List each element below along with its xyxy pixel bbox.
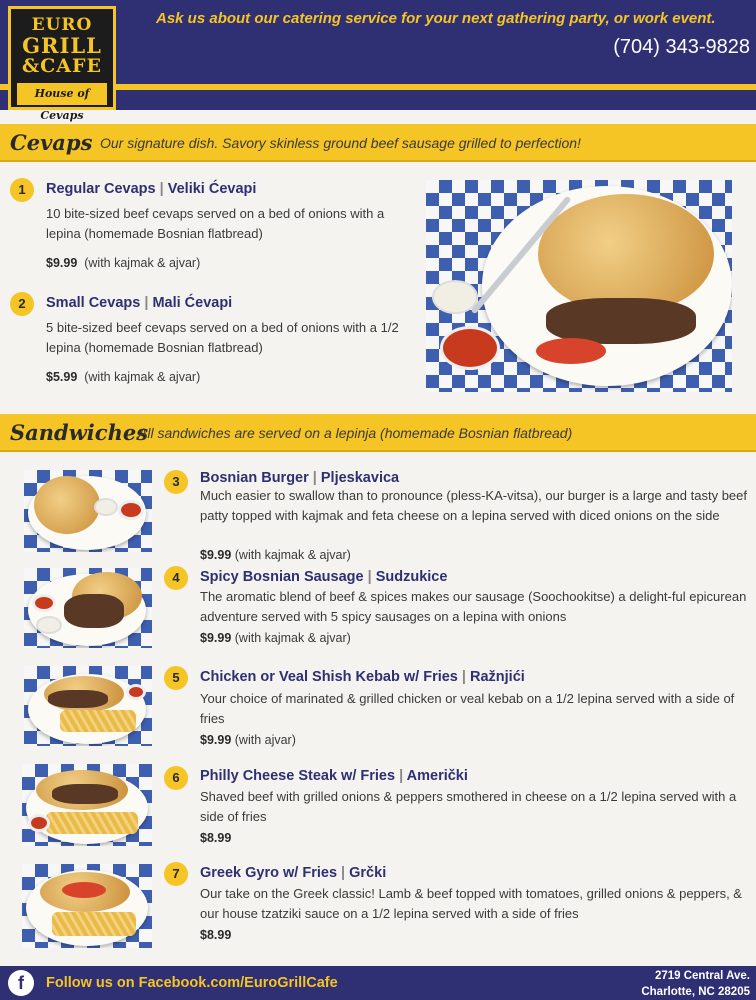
footer-banner xyxy=(0,966,756,1000)
item-price: $9.99 xyxy=(46,256,78,270)
item-price-line xyxy=(200,548,351,562)
cevaps-section-title: Cevaps xyxy=(10,130,93,155)
logo-line-cafe: &CAFE xyxy=(22,55,102,77)
item-number: 3 xyxy=(164,470,188,494)
item-description: Much easier to swallow than to pronounce (pless-KA-vitsa), our burger is a large and tasty beef patty topped with kajmak and feta cheese on a lepina served with diced onions on the side xyxy=(200,488,747,523)
item-name: Spicy Bosnian Sausage xyxy=(200,569,364,585)
item-price: $9.99 xyxy=(200,548,232,562)
item-alt-name: Američki xyxy=(406,768,468,784)
item-title: Chicken or Veal Shish Kebab w/ Fries | Ražnjići xyxy=(200,669,525,685)
item-number: 7 xyxy=(164,862,188,886)
spicy-sausage-photo xyxy=(24,568,152,648)
address xyxy=(641,968,750,1000)
item-number: 6 xyxy=(164,766,188,790)
item-price-line xyxy=(46,370,200,384)
item-price: $8.99 xyxy=(200,831,232,845)
item-price: $5.99 xyxy=(46,370,78,384)
cevaps-section-description: Our signature dish. Savory skinless ground beef sausage grilled to perfection! xyxy=(100,135,581,151)
item-number: 2 xyxy=(10,292,34,316)
item-price-line xyxy=(200,831,231,845)
item-name: Greek Gyro w/ Fries xyxy=(200,865,338,881)
facebook-link[interactable]: Follow us on Facebook.com/EuroGrillCafe xyxy=(46,975,338,991)
logo-tagline: House of Cevaps xyxy=(17,83,107,105)
item-alt-name: Sudzukice xyxy=(375,569,448,585)
logo-line-grill: GRILL xyxy=(22,33,102,58)
item-title: Regular Cevaps | Veliki Ćevapi xyxy=(46,181,257,197)
item-title: Spicy Bosnian Sausage | Sudzukice xyxy=(200,569,448,585)
item-name: Philly Cheese Steak w/ Fries xyxy=(200,768,396,784)
item-number: 4 xyxy=(164,566,188,590)
logo-line-euro: EURO xyxy=(31,15,93,35)
item-description: 5 bite-sized beef cevaps served on a bed of onions with a 1/2 lepina (homemade Bosnian flatbread) xyxy=(46,320,399,355)
item-title: Bosnian Burger | Pljeskavica xyxy=(200,470,400,486)
item-price: $9.99 xyxy=(200,631,232,645)
item-title: Philly Cheese Steak w/ Fries | Američki xyxy=(200,768,468,784)
item-name: Bosnian Burger xyxy=(200,470,309,486)
catering-note: Ask us about our catering service for your next gathering party, or work event. xyxy=(156,10,716,27)
item-name: Regular Cevaps xyxy=(46,181,156,197)
item-alt-name: Mali Ćevapi xyxy=(152,295,233,311)
sandwiches-section-bar xyxy=(0,414,756,452)
item-number: 1 xyxy=(10,178,34,202)
bosnian-burger-photo xyxy=(24,470,152,552)
item-description: Your choice of marinated & grilled chicken or veal kebab on a 1/2 lepina served with a side of fries xyxy=(200,691,735,726)
item-number: 5 xyxy=(164,666,188,690)
item-description: Shaved beef with grilled onions & peppers smothered in cheese on a 1/2 lepina served with a side of fries xyxy=(200,789,737,824)
item-price-note: (with kajmak & ajvar) xyxy=(234,548,351,562)
item-description: 10 bite-sized beef cevaps served on a bed of onions with a lepina (homemade Bosnian flatbread) xyxy=(46,206,385,241)
item-price-line xyxy=(200,733,296,747)
item-price-note: (with kajmak & ajvar) xyxy=(84,256,201,270)
cevaps-photo xyxy=(426,180,732,392)
item-name: Chicken or Veal Shish Kebab w/ Fries xyxy=(200,669,458,685)
cevaps-section-bar xyxy=(0,124,756,162)
item-price-note: (with ajvar) xyxy=(234,733,296,747)
address-city: Charlotte, NC 28205 xyxy=(641,986,750,998)
item-price-note: (with kajmak & ajvar) xyxy=(84,370,201,384)
item-price: $8.99 xyxy=(200,928,232,942)
item-price-note: (with kajmak & ajvar) xyxy=(234,631,351,645)
item-description: The aromatic blend of beef & spices makes our sausage (Soochookitse) a delight-ful epicurean adventure served with 5 spicy sausages on a lepina with onions xyxy=(200,589,747,624)
shish-kebab-photo xyxy=(24,666,152,746)
item-title: Greek Gyro w/ Fries | Grčki xyxy=(200,865,387,881)
item-price: $9.99 xyxy=(200,733,232,747)
header-banner xyxy=(0,0,756,122)
greek-gyro-photo xyxy=(22,864,152,948)
item-alt-name: Pljeskavica xyxy=(320,470,400,486)
sandwiches-section-description: All sandwiches are served on a lepinja (homemade Bosnian flatbread) xyxy=(138,425,573,441)
item-alt-name: Ražnjići xyxy=(470,669,525,685)
logo xyxy=(8,6,116,122)
item-title: Small Cevaps | Mali Ćevapi xyxy=(46,295,233,311)
item-price-line xyxy=(200,928,231,942)
item-price-line xyxy=(200,631,351,645)
phone-number[interactable]: (704) 343-9828 xyxy=(613,36,750,58)
address-street: 2719 Central Ave. xyxy=(654,970,750,982)
philly-cheese-steak-photo xyxy=(22,764,152,846)
item-name: Small Cevaps xyxy=(46,295,141,311)
item-price-line xyxy=(46,256,200,270)
sandwiches-section-title: Sandwiches xyxy=(10,420,149,445)
item-description: Our take on the Greek classic! Lamb & beef topped with tomatoes, grilled onions & peppers, & our house tzatziki sauce on a 1/2 lepina served with a side of fries xyxy=(200,886,742,921)
item-alt-name: Veliki Ćevapi xyxy=(167,181,257,197)
facebook-icon[interactable]: f xyxy=(8,970,34,996)
item-alt-name: Grčki xyxy=(349,865,387,881)
